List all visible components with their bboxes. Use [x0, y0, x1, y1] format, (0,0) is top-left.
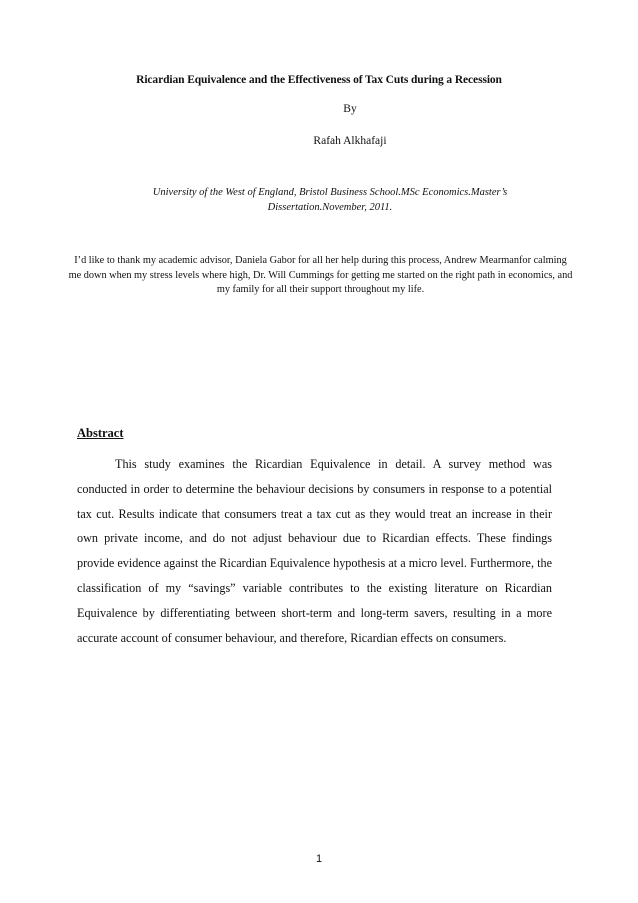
abstract-body: This study examines the Ricardian Equivalence in detail. A survey method was conducted in order to determine the behaviour decisions by consumers in response to a potential tax cut. Results indicate that consumers treat a tax cut as they would treat an increase in their own private income, and do not adjust behaviour due to Ricardian effects. These findings provide evidence against the Ricardian Equivalence hypothesis at a micro level. Furthermore, the classification of my “savings” variable contributes to the existing literature on Ricardian Equivalence by differentiating between short-term and long-term savers, resulting in a more accurate account of consumer behaviour, and therefore, Ricardian effects on consumers. — [77, 457, 552, 645]
acknowledgement-text: I’d like to thank my academic advisor, Daniela Gabor for all her help during this process, Andrew Mearmanfor calming me down when my stress levels where high, Dr. Will Cummings for getting me started on the right path in economics, and my family for all their support throughout my life. — [68, 255, 573, 295]
abstract-heading: Abstract — [77, 426, 124, 440]
author-name: Rafah Alkhafaji — [313, 135, 387, 147]
document-title: Ricardian Equivalence and the Effectiveness of Tax Cuts during a Recession — [136, 74, 502, 86]
page-number: 1 — [315, 853, 323, 865]
affiliation-text: University of the West of England, Bristol Business School.MSc Economics.Master’s Dissertation.November, 2011. — [152, 187, 508, 213]
by-line: By — [343, 103, 357, 115]
